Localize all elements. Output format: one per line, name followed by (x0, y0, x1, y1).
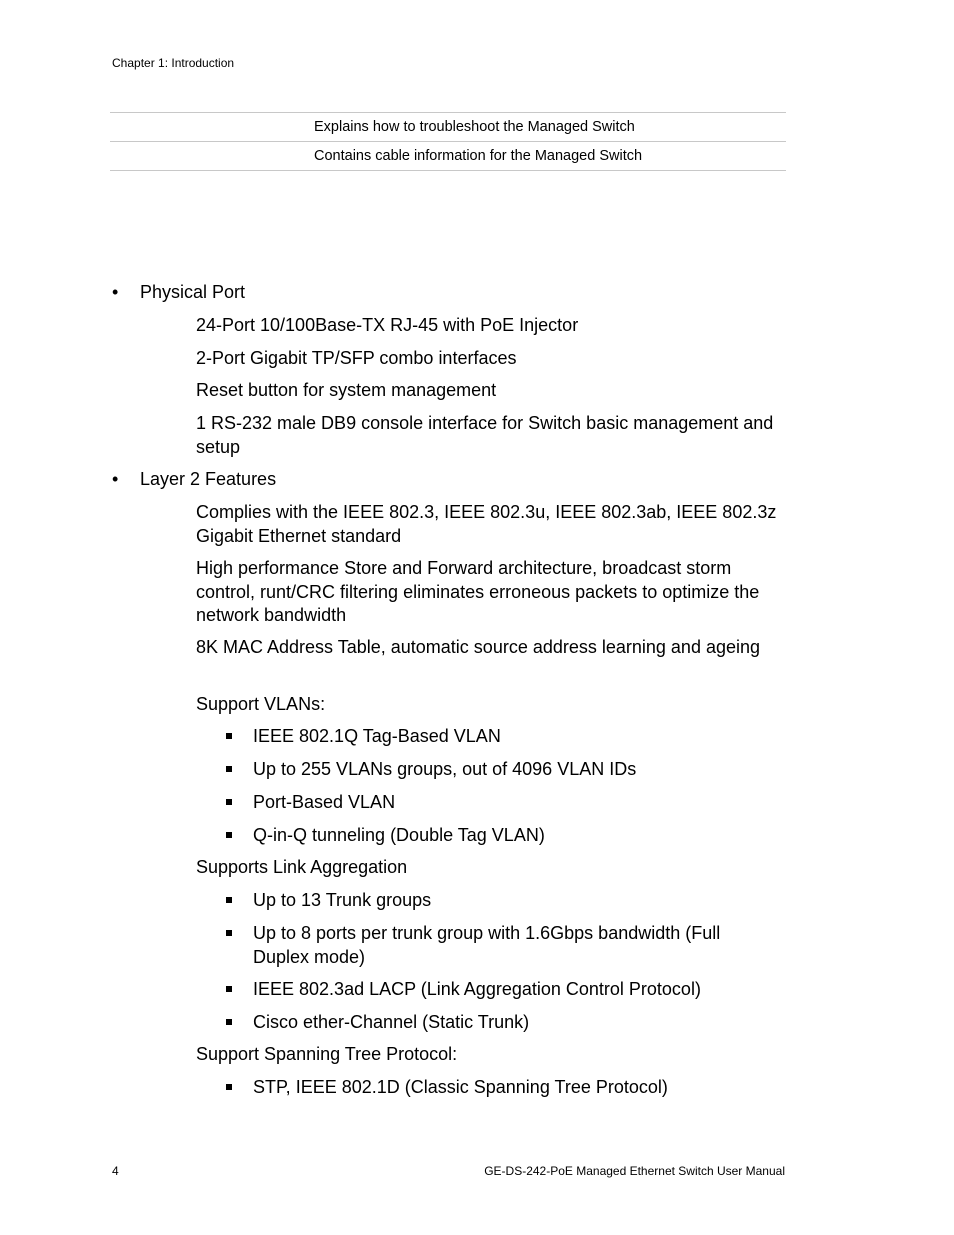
square-bullet (226, 897, 232, 903)
square-bullet (226, 930, 232, 936)
square-bullet (226, 1019, 232, 1025)
list-item-text: Port-Based VLAN (253, 792, 396, 812)
list-item: Reset button for system management (196, 380, 497, 400)
list-item-text: IEEE 802.1Q Tag-Based VLAN (253, 726, 501, 746)
section-title: Layer 2 Features (140, 469, 277, 489)
list-item: 2-Port Gigabit TP/SFP combo interfaces (196, 348, 517, 368)
page-number: 4 (112, 1164, 119, 1178)
list-item-text: IEEE 802.3ad LACP (Link Aggregation Control Protocol) (253, 979, 701, 999)
list-item: High performance Store and Forward architecture, broadcast storm control, runt/CRC filtering eliminates erroneous packets to optimize the network bandwidth (196, 558, 760, 625)
table-row (110, 112, 786, 141)
list-item-text: Up to 255 VLANs groups, out of 4096 VLAN IDs (253, 759, 637, 779)
table-cell: Contains cable information for the Managed Switch (314, 148, 643, 164)
list-item: Complies with the IEEE 802.3, IEEE 802.3u, IEEE 802.3ab, IEEE 802.3z Gigabit Ethernet standard (196, 502, 777, 546)
bullet-dot: • (112, 469, 119, 489)
square-bullet (226, 766, 232, 772)
manual-title: GE-DS-242-PoE Managed Ethernet Switch User Manual (484, 1164, 785, 1178)
square-bullet (226, 986, 232, 992)
square-bullet (226, 832, 232, 838)
lag-title: Supports Link Aggregation (196, 857, 408, 877)
stp-title: Support Spanning Tree Protocol: (196, 1044, 458, 1064)
bullet-dot: • (112, 282, 119, 302)
list-item-text: Up to 13 Trunk groups (253, 890, 432, 910)
table-row (110, 141, 786, 171)
vlan-title: Support VLANs: (196, 694, 326, 714)
list-item-text: Cisco ether-Channel (Static Trunk) (253, 1012, 530, 1032)
list-item: 8K MAC Address Table, automatic source address learning and ageing (196, 637, 761, 657)
list-item-text: Q-in-Q tunneling (Double Tag VLAN) (253, 825, 545, 845)
chapter-header: Chapter 1: Introduction (112, 56, 235, 70)
list-item-text: STP, IEEE 802.1D (Classic Spanning Tree Protocol) (253, 1077, 668, 1097)
list-item-text: Up to 8 ports per trunk group with 1.6Gbps bandwidth (Full Duplex mode) (253, 923, 721, 967)
section-title: Physical Port (140, 282, 246, 302)
list-item: 24-Port 10/100Base-TX RJ-45 with PoE Injector (196, 315, 579, 335)
square-bullet (226, 733, 232, 739)
chapter-table (110, 112, 786, 171)
table-cell: Explains how to troubleshoot the Managed Switch (314, 119, 635, 135)
square-bullet (226, 1084, 232, 1090)
square-bullet (226, 799, 232, 805)
list-item: 1 RS-232 male DB9 console interface for Switch basic management and setup (196, 413, 774, 457)
